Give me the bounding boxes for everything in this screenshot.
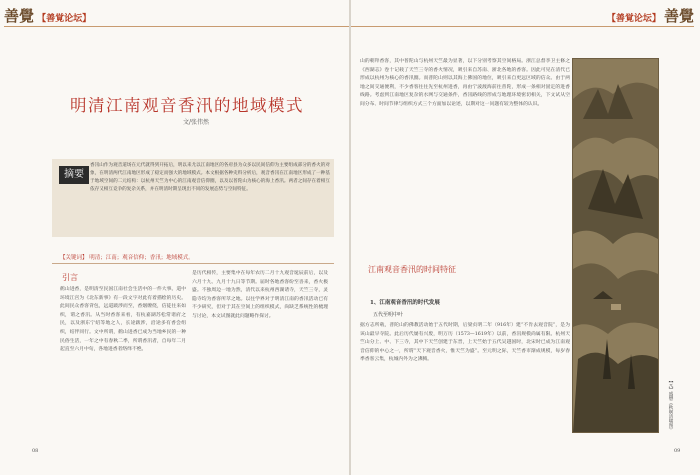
abstract-text: 香汛山作为观音道场在元代就得到开拓后，明以来尤以江南地区的各府县为众多以民间信仰为主要组成部分的香火的对象，在明清两代江南地区形成了稳定而强大的地域模式。本文根据各种史料分析后，观音香汛在江南地区形成了一种基于地域空间的二元结构：以杭州天竺为中心的江南观音信仰圈，以及以普陀山为核心的海上香汛。两者之间存在着相互依存又相互竞争的复杂关系，并在明清时期呈现出不同的发展态势与空间特征。 (90, 163, 330, 192)
body-column-1: 鹤山进香，是明清至民国江南社会生活中的一件大事。道中环境江宫为《北东新事》有一段文字对此有着描绘的历史。此间民众香客背包，远道跋涉而至，香烟缭绕，信徒往来如织，谓之香汛。从当时香客来看，有杭嘉湖苏松常诸府之民，以及浙东宁绍等地之人，长途跋涉，沿途多有香会组织，结伴同行。文中所谓，鹤山进香已成为当地乡民的一种民俗生活，一年之中有春秋二季，所谓香汛者，自每年二月起直至六月中旬，各地进香者络绎不绝。 (60, 287, 186, 353)
page-number-right: 09 (674, 448, 681, 454)
intro-heading: 引言 (62, 273, 78, 282)
body-column-4: 据方志所载，普陀山的佛教活动始于五代时期，后梁贞明二年（916年）建“不肯去观音院”，是为该山最早寺院。此后历代屡有兴废，明万历（1573—1619年）以前，香汛规模尚属有限。杭州天竺山分上、中、下三寺，其中下天竺创建于东晋，上天竺始于五代吴越国时，北宋时已成为江南观音信仰的中心之一，所谓“天下观音香火，惟天竺为盛”。至元明之际，天竺香市渐成规模，每岁春季香客云集，杭城内外为之沸腾。 (360, 323, 570, 363)
article-title: 明清江南观音香汛的地域模式 (70, 96, 304, 115)
keywords-divider (52, 263, 334, 264)
left-page (0, 0, 349, 475)
magazine-logo: 善覺 (4, 7, 35, 25)
subsection-heading: 1、江南观音香汛的时代发展 (370, 300, 440, 306)
header-divider (351, 26, 694, 27)
article-author: 文/张伟然 (183, 119, 210, 126)
left-page-header (4, 5, 91, 26)
section-label: 【善覚论坛】 (37, 14, 92, 24)
body-column-2: 是历代相传，主要集中在每年农历二月十九观音诞辰前后，以及六月十九、九月十九日等节期。届时各地香客纷至沓来，香火极盛。不独周边一地为然，清代以来杭州西湖诸寺，天竺三寺，灵隐寺均为香客所萃之地。以往学界对于明清江南的香汛活动已有不少研究，但对于其在空间上的组织模式，尚缺乏系统性的梳理与讨论，本文试图就此问题略作探讨。 (192, 271, 328, 319)
subsubsection-heading: 五代至明中叶 (373, 312, 404, 318)
painting-caption: 【元】盛懋《秋舸清啸图》 (668, 378, 673, 432)
right-page-header (607, 5, 694, 26)
abstract-label: 摘要 (59, 166, 89, 184)
keywords: 【关键词】 明清；江南；观音信仰；香汛；地域模式。 (60, 255, 194, 261)
section-heading: 江南观音香汛的时间特征 (368, 265, 456, 274)
landscape-painting-image (572, 58, 659, 433)
page-number-left: 08 (32, 448, 39, 454)
painting-illustration (573, 59, 658, 432)
body-column-3: 山的朝拜香客，其中普陀山与杭州天竺最为显著，以下分别考察其空间格局。浙江总督李卫主修之《西湖志》卷十记载了天竺三寺的香火情况，吸引来自苏南、浙北各地的香客。因此可见在清代已形成以杭州为核心的香汛圈。而普陀山则以其海上佛国的地位，吸引来自更远区域的信众。由于两地之间交通便利，不少香客往往先至杭州进香，再由宁波渡海前往普陀，形成一条相对固定的进香线路。考虑到江南地区复杂的水网与交通条件，香汛路线的形成与地理环境密切相关，下文试从空间分布、时间节律与组织方式三个方面加以论述，以期对这一问题有较为整体的认识。 (360, 59, 570, 107)
section-label: 【善覚论坛】 (606, 14, 661, 24)
magazine-logo: 善覺 (663, 7, 694, 25)
header-divider (4, 26, 349, 27)
